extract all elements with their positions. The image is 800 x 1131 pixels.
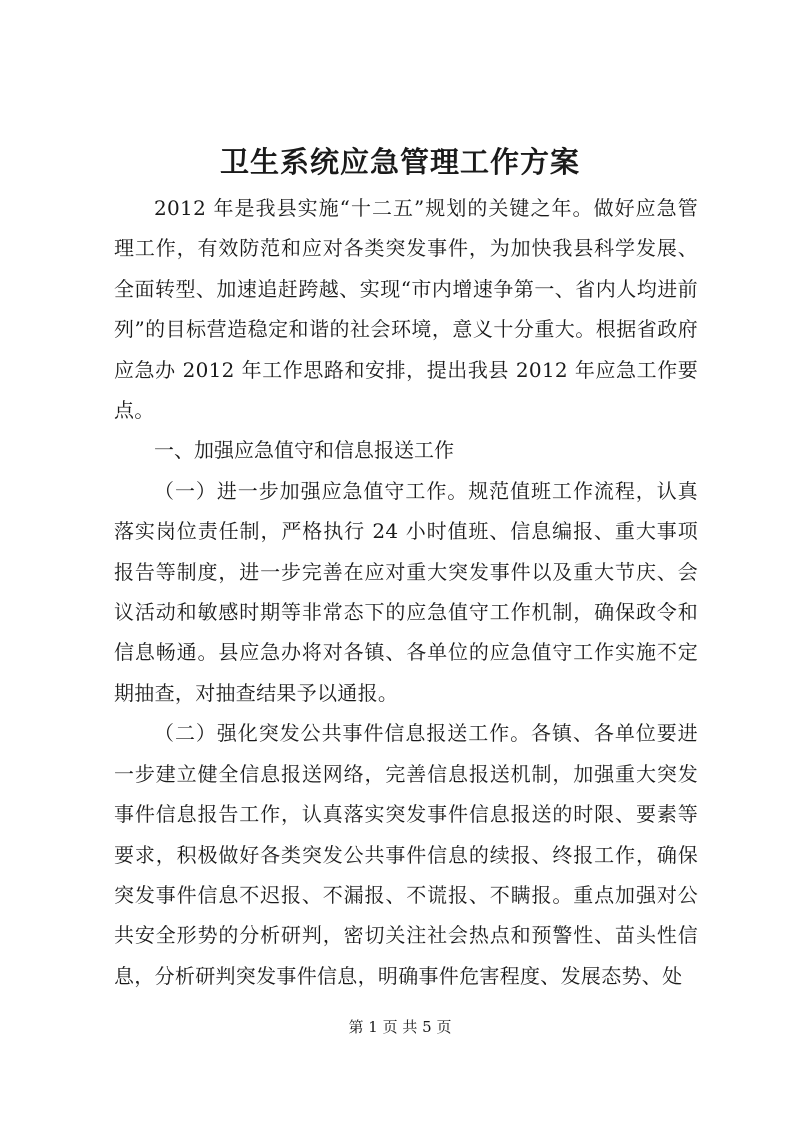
page-number-footer: 第 1 页 共 5 页 xyxy=(348,1018,452,1036)
document-title: 卫生系统应急管理工作方案 xyxy=(219,145,580,179)
section-heading: 一、加强应急值守和信息报送工作 xyxy=(154,438,454,463)
intro-paragraph: 2012 年是我县实施“十二五”规划的关键之年。做好应急管理工作，有效防范和应对各类突发事件，为加快我县科学发展、全面转型、加速追赶跨越、实现“市内增速争第一、省内人均进前列”的目标营造稳定和谐的社会环境，意义十分重大。根据省政府应急办 2012 年工作思路和安排，提出我县 2012 年应急工作要点。 xyxy=(114,196,698,423)
document-body xyxy=(114,188,698,996)
subsection-1-paragraph: （一）进一步加强应急值守工作。规范值班工作流程，认真落实岗位责任制，严格执行 24 小时值班、信息编报、重大事项报告等制度，进一步完善在应对重大突发事件以及重大节庆、会议活动和敏感时期等非常态下的应急值守工作机制，确保政令和信息畅通。县应急办将对各镇、各单位的应急值守工作实施不定期抽查，对抽查结果予以通报。 xyxy=(114,478,698,705)
subsection-2-paragraph: （二）强化突发公共事件信息报送工作。各镇、各单位要进一步建立健全信息报送网络，完善信息报送机制，加强重大突发事件信息报告工作，认真落实突发事件信息报送的时限、要素等要求，积极做好各类突发公共事件信息的续报、终报工作，确保突发事件信息不迟报、不漏报、不谎报、不瞒报。重点加强对公共安全形势的分析研判，密切关注社会热点和预警性、苗头性信息，分析研判突发事件信息，明确事件危害程度、发展态势、处 xyxy=(114,721,698,988)
